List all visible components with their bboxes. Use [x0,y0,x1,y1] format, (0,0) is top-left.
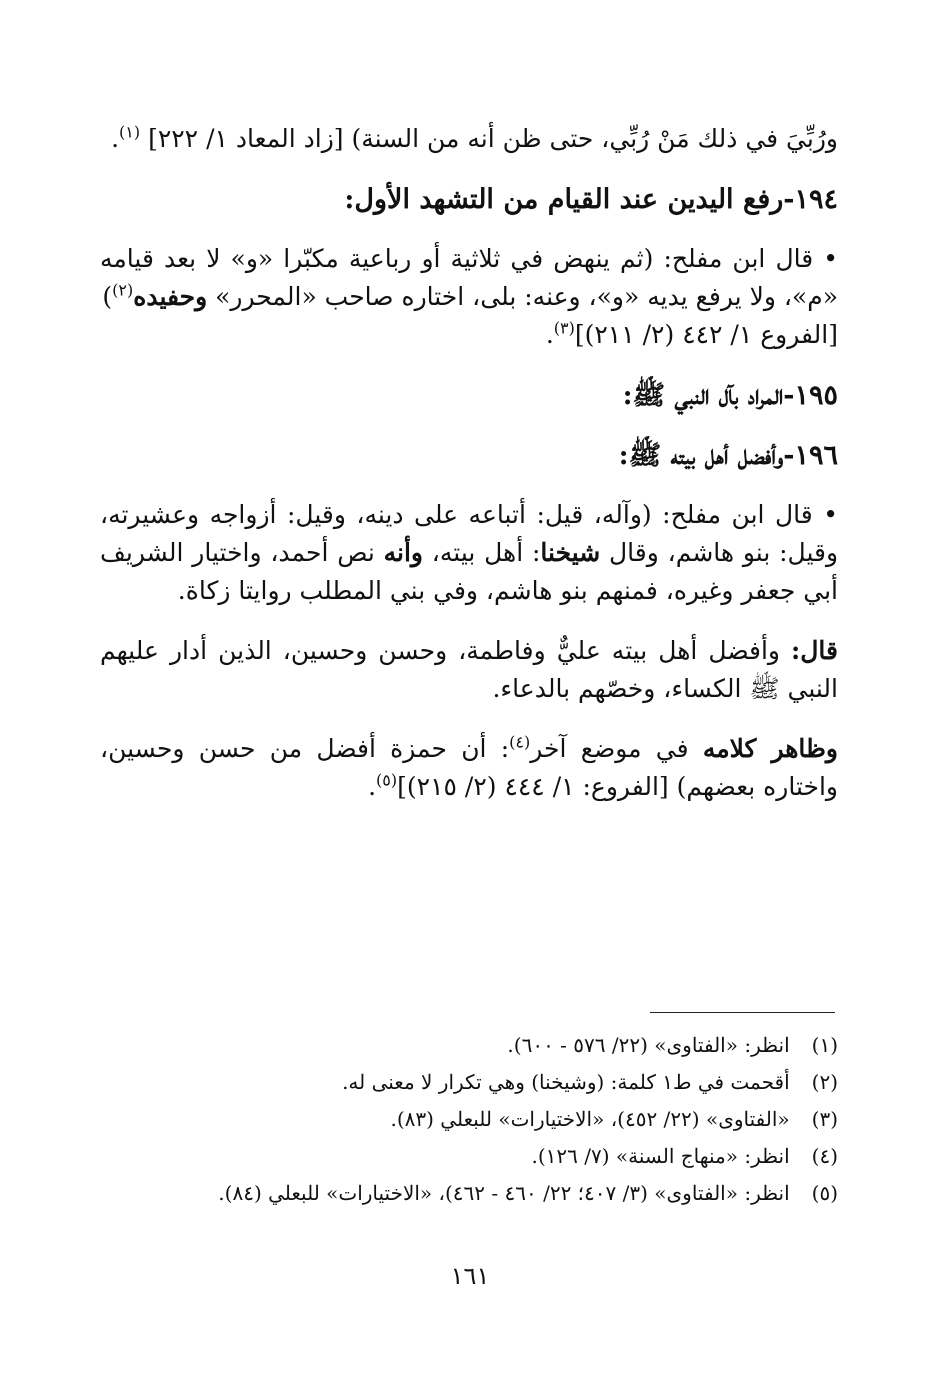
footnote-divider [650,1012,835,1013]
footnote-item [100,1141,838,1171]
text-line [100,316,838,354]
footnote-text: انظر: «الفتاوى» (٣/ ٤٠٧؛ ٢٢/ ٤٦٠ - ٤٦٢)، «الاختيارات» للبعلي (٨٤). [218,1181,790,1205]
footnote-number: (٢) [811,1070,838,1094]
text-line [100,278,838,316]
footnote-item [100,1030,838,1060]
footnote-text: أقحمت في ط١ كلمة: (وشيخنا) وهي تكرار لا معنى له. [342,1070,790,1094]
footnote-ref: (٤) [509,732,531,752]
paragraph-zahir [100,730,838,806]
footnote-number: (٤) [811,1144,838,1168]
bold-text: وأنه [383,538,423,567]
line-text: واختاره بعضهم) [الفروع: ١/ ٤٤٤ (٢/ ٢١٥)] [397,772,838,801]
paragraph-194 [100,240,838,354]
footnotes [100,1030,838,1215]
footnote-text: انظر: «منهاج السنة» (٧/ ١٢٦). [531,1144,790,1168]
line-text: [الفروع ١/ ٤٤٢ (٢/ ٢١١)] [574,320,838,349]
text-line: • قال ابن مفلح: (ثم ينهض في ثلاثية أو رباعية مكبّرا «و» لا بعد قيامه [100,244,838,273]
text-line: • قال ابن مفلح: (وآله، قيل: أتباعه على دينه، وقيل: أزواجه وعشيرته، [100,500,838,529]
paragraph-195-196 [100,496,838,610]
line-text: «م»، ولا يرفع يديه «و»، وعنه: بلى، اختاره صاحب «المحرر» [215,282,838,311]
text-line: النبي ﷺ الكساء، وخصّهم بالدعاء. [492,674,838,703]
section-heading-194: ١٩٤-رفع اليدين عند القيام من التشهد الأول: [344,184,838,215]
footnote-item [100,1104,838,1134]
text-line: أبي جعفر وغيره، فمنهم بنو هاشم، وفي بني المطلب روايتا زكاة. [177,576,838,605]
bold-text: وظاهر كلامه [702,734,838,763]
line-text: : أهل بيته، [431,538,541,567]
line-text: في موضع آخر [530,734,689,763]
text-line [100,120,838,158]
line-end: . [111,124,120,153]
section-heading-196: ١٩٦-وأفضل أهل بيته ﷺ: [618,440,838,471]
line-end: . [368,772,377,801]
section-heading-195: ١٩٥-المراد بآل النبي ﷺ: [622,380,838,411]
paragraph-qala [100,632,838,708]
line-text: : أن حمزة أفضل من حسن وحسين، [100,734,510,763]
footnote-ref: (٣) [553,318,575,338]
line-end: . [545,320,554,349]
text-line [100,768,838,806]
footnote-ref: (٥) [376,770,398,790]
bold-text: وحفيده [133,282,208,311]
line-text: ورُبِّيَ في ذلك مَنْ رُبِّي، حتى ظن أنه من السنة) [زاد المعاد ١/ ٢٢٢] [148,124,838,153]
text-line [100,730,838,768]
bold-text: قال: [791,636,838,665]
page-body [100,120,838,828]
text-line [100,534,838,572]
footnote-text: «الفتاوى» (٢٢/ ٤٥٢)، «الاختيارات» للبعلي (٨٣). [390,1107,790,1131]
footnote-ref: (٢) [112,280,134,300]
footnote-text: انظر: «الفتاوى» (٢٢/ ٥٧٦ - ٦٠٠). [507,1033,790,1057]
page-number: ١٦١ [450,1262,490,1290]
text-line [100,632,838,670]
line-text: وأفضل أهل بيته عليٌّ وفاطمة، وحسن وحسين، الذين أدار عليهم [100,636,780,665]
bold-text: شيخنا [540,538,601,567]
footnote-ref: (١) [119,122,141,142]
footnote-item [100,1067,838,1097]
footnote-number: (٥) [811,1181,838,1205]
footnote-item [100,1178,838,1208]
footnote-number: (٣) [811,1107,838,1131]
footnote-number: (١) [811,1033,838,1057]
line-text: نص أحمد، واختيار الشريف [100,538,375,567]
line-text: وقيل: بنو هاشم، وقال [609,538,838,567]
line-end: ) [102,282,113,311]
